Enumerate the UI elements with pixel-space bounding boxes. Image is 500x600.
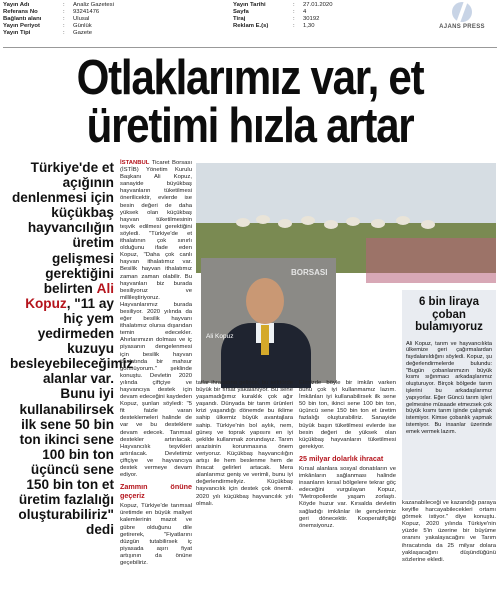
subheading: 25 milyar dolarlık ihracat [299, 453, 384, 463]
portrait-face [246, 278, 284, 324]
sheep-icon [256, 215, 270, 224]
info-key: Sayfa [233, 9, 249, 16]
info-key: Tiraj [233, 16, 246, 23]
sidebar-box [402, 290, 496, 500]
sheep-icon [301, 216, 315, 225]
info-value: 30192 [303, 16, 320, 23]
sheep-icon [371, 219, 385, 228]
ali-kopuz-portrait [216, 263, 311, 383]
info-row [3, 9, 203, 16]
portrait-tie [261, 325, 269, 355]
info-colon: : [63, 30, 65, 37]
info-colon: : [293, 16, 295, 23]
info-key: Yayın Tipi [3, 30, 31, 37]
headline-line-2: üretimi hızla artar [86, 99, 414, 153]
info-colon: : [293, 2, 295, 8]
info-row [3, 30, 203, 37]
sheep-icon [324, 220, 338, 229]
sheep-icon [346, 217, 360, 226]
info-value: Gazete [73, 30, 92, 37]
info-value: Ulusal [73, 16, 90, 23]
publication-info-left [3, 2, 203, 37]
photo-caption: Ali Kopuz [206, 333, 234, 340]
dateline: İSTANBUL [120, 160, 150, 166]
publication-info-right [233, 2, 393, 30]
sidebar-text: Ali Kopuz, tarım ve hayvancılıkta ülkemize geri çağırmalardan faydalanıldığını söyledi. Kopuz, şu değerlendirmelerde bulundu: "Bugün çobanlarımızın büyük kısmı sığınmacı arkadaşlarımız oluşturuyor. Birçok bölgede tarım işlerini bu arkadaşlarımız yapıyorlar. Eğer Güncü tarım işleri gelmesine müsaade etmezsek çok büyük kısmı tarım işinde çalışmak istemiyor. Kimse çobanlık yapmak istemiyor. Bu insanlar üzerinde emek vermek lazım. [406, 340, 492, 435]
info-value: 27.01.2020 [303, 2, 333, 8]
info-value: 1,30 [303, 23, 315, 30]
info-key: Yayın Adı [3, 2, 30, 8]
column-text: Ticaret Borsası (İSTİB) Yönetim Kurulu Başkanı Ali Kopuz, sanayide büyükbaş hayvanların tüketilmesi önerilicektir, evlerde ise besin değeri de daha yüksek olan küçükbaş hayvan tüketilmesinin teşvik edilmesi gerektiğini söyledi. "Türkiye'de et ithalatının çok sınırlı olduğunu ifade eden Kopuz, "Daha çok canlı hayvan ithalatımız var. Besilik hayvan ithalatımız zaman zaman olabilir. Bu hayvanları biz burada besiliyoruz ve millileştiriyoruz. Hayvanlarımız burada besiliyor. 2020 yılında da eğer besilik hayvanı ithalatımız olursa dışarıdan temin edecekler. Ahırlarımızın dolması ve iç piyasanın dengelenmesi için besilik hayvan ithalatında bir mahsur görmüyorum." şeklinde konuştu. Devletin 2020 yılında çiftçiye ve hayvancıya destek için devam edeceğini kaydeden Kopuz, şunları söyledi: "5 fit faizle varan desteklemeleri halinde de var ve bu desteklere devam edecek. Tarımsal destekler artırılacak. Hayvancılık teşvikleri artırılacak. Devletimiz çiftçiye ve hayvancıya destek vermeye devam ediyor. [120, 160, 192, 479]
article-column-5 [402, 500, 496, 600]
info-colon: : [293, 23, 295, 30]
info-key: Yayın Tarihi [233, 2, 266, 8]
info-row [3, 16, 203, 23]
info-value: Analiz Gazetesi [73, 2, 114, 8]
headline-line-1: Otlaklarımız var, et [76, 51, 424, 105]
deck-quote: , "11 ay hiç yem yedirmeden kuzuyu besleyebileceğimiz alanlar var. Bunu iyi kullanabilirsek ilk sene 50 bin ton ikinci sene 100 bin ton üçüncü sene 150 bin ton et üretim fazlalığı oluşturabiliriz" dedi [10, 295, 134, 538]
header-divider [3, 47, 497, 48]
info-row [233, 9, 393, 16]
info-key: Bağlantı alanı [3, 16, 42, 23]
article-deck [10, 160, 134, 538]
info-value: 93241476 [73, 9, 100, 16]
sidebar-title: 6 bin liraya çoban bulamıyoruz [415, 296, 483, 333]
info-row [233, 2, 393, 9]
article-column-3 [196, 380, 293, 600]
publication-info [3, 2, 403, 46]
sheep-icon [236, 218, 250, 227]
info-key: Reklam E.(s) [233, 23, 269, 30]
info-row [3, 2, 203, 9]
deck-text: Türkiye'de et açığının denlenmesi için küçükbaş hayvancılığın üretim gelişmesi gerektiğini belirten [12, 160, 114, 296]
info-row [233, 23, 393, 30]
borsa-label: BORSASI [291, 268, 328, 277]
info-value: Günlük [73, 23, 92, 30]
sheep-icon [278, 219, 292, 228]
ajans-press-logo [433, 2, 491, 38]
column-text: Elimizde böyle bir imkân varken bunu çok iyi kullanmamız lazım. İmkânları iyi kullanabilirsek ilk sene 50 bin ton, ikinci sene 100 bin ton, üçüncü sene 150 bin ton et üretim fazlalığı oluşturabiliriz. Sanayide büyük başın tüketilmesi evlerde ise besin değeri de yüksek olan küçükbaş hayvanların tüketilmesi gerekiyor. [299, 380, 396, 450]
info-colon: : [63, 2, 65, 8]
info-colon: : [293, 9, 295, 16]
article-column-1 [120, 160, 192, 566]
ajans-press-mark-icon [452, 2, 472, 22]
column-text: Kopuz, Türkiye'de tarımsal üretimde en büyük maliyet kalemlerinin mazot ve gübre olduğunu dile getirerek, "Fiyatlarını düzgün tutabilirsek iç piyasada aşırı fiyat artışının da önüne geçebiliriz. [120, 503, 192, 566]
deck-name: Ali Kopuz [25, 280, 114, 311]
info-key: Referans No [3, 9, 38, 16]
column-text: kazanabileceği ve kazandığı paraya keyifle harcayabilecekleri ortamı görmek istiyor." diye konuştu. Kopuz, 2020 yılında Türkiye'nin yüzde 5'in üzerine bir büyüme oranını yakalayacağını ve Tarım ihracatında da 25 milyar dolara yaklaşacağını düşündüğünü sözlerine ekledi. [402, 500, 496, 563]
sheep-icon [421, 220, 435, 229]
column-text: Kırsal alanlara sosyal donatıların ve imkânların sağlanması halinde insanların kırsal bölgelere tekrar göç edeceğini vurgulayan Kopuz, "Metropollerde yaşam zorlaştı. Köyde huzur var. Kırsalda devletin sağladığı imkânlar ile gençlerimiz geri dönecektir. Kooperatifçiliği önemsiyoruz. [299, 465, 396, 529]
photo-flowers [366, 238, 496, 283]
info-colon: : [63, 23, 65, 30]
info-value: 4 [303, 9, 307, 16]
subheading: Zammın önüne geçeriz [120, 482, 192, 501]
info-row [233, 16, 393, 23]
sheep-icon [396, 216, 410, 225]
column-text: tatlar ihracatına gelince, bu sektörde büyük bir fırsat yakalanıyor. Bu sene yaşamadığımız kuraklık çok ağır yaşandı. Dünyada bir tarım ürünleri krizi yaşandığı dönemde bu iklime sahip ülkemiz büyük avantajlara sahip. Türkiye'nin bol aylık, nem, güneş ve toprak yapısını en iyi şekilde kullanmak zorundayız. Tarım arazisinin korunmasına önem veriyoruz. Küçükbaş hayvancılığın artışı ile hem beslenme hem de ihracat gelirleri artacak. Mera alanlarımız geniş ve verimli, bunu iyi değerlendirmeliyiz. Küçükbaş hayvancılık için destek çok önemli. 2020 yılı küçükbaş hayvancılık yılı olmalı. [196, 380, 293, 507]
article-column-4 [299, 380, 396, 600]
info-colon: : [63, 9, 65, 16]
logo-text: AJANS PRESS [439, 24, 485, 30]
info-row [3, 23, 203, 30]
info-colon: : [63, 16, 65, 23]
info-key: Yayın Periyot [3, 23, 40, 30]
